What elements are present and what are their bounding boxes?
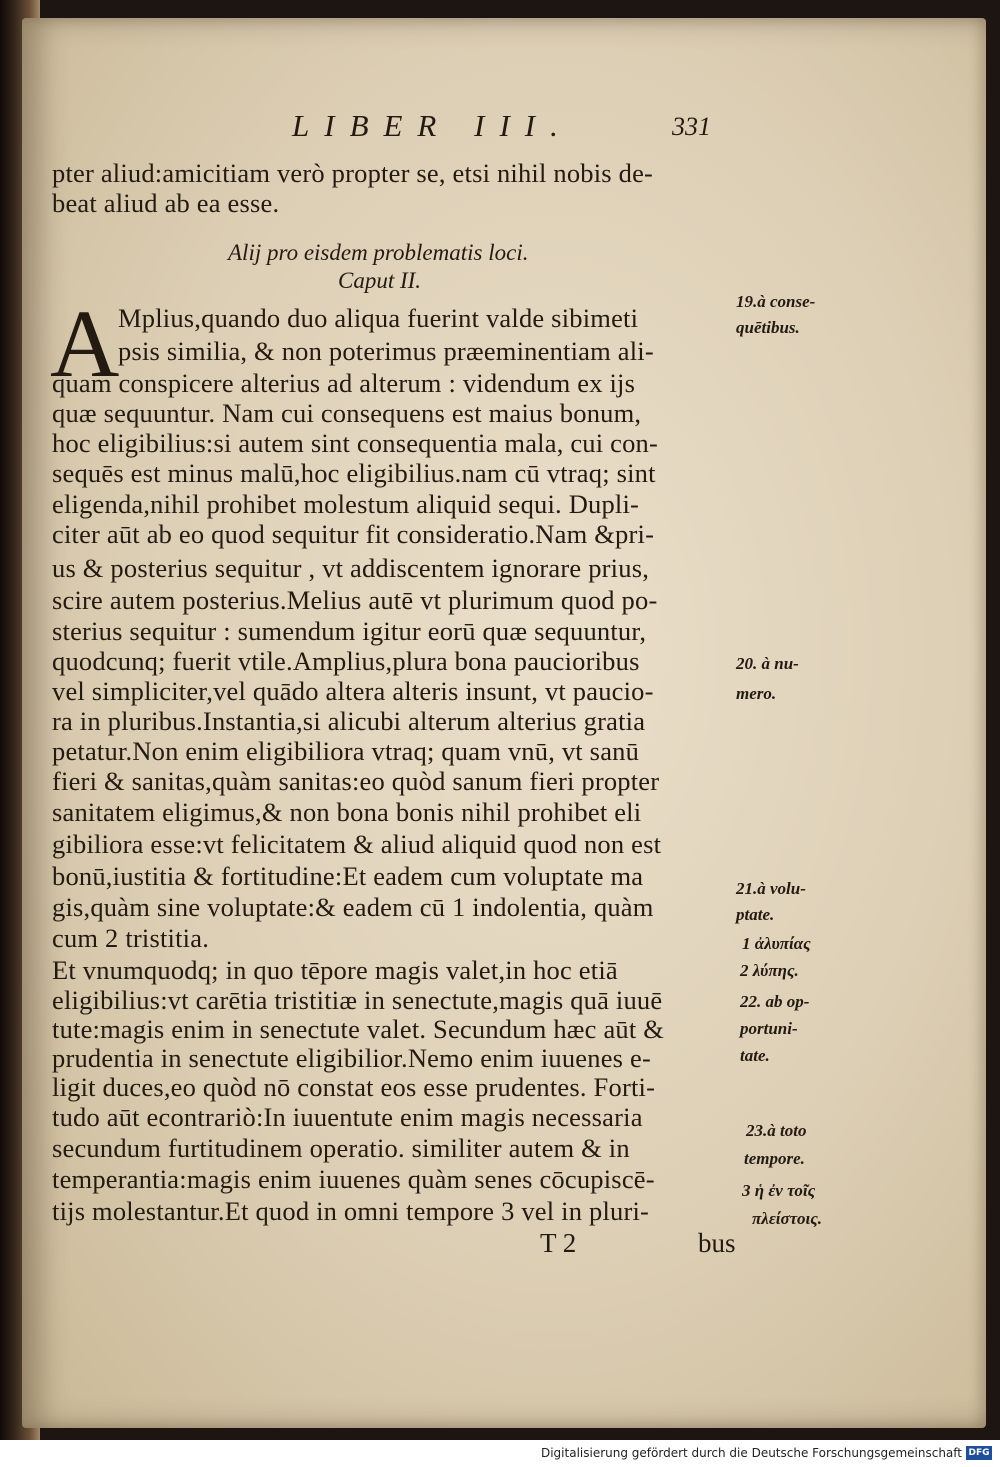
text-line: cum 2 tristitia. bbox=[52, 923, 210, 953]
text-line: Mplius,quando duo aliqua fuerint valde sibimeti bbox=[118, 303, 639, 333]
margin-note: 19.à conse- bbox=[736, 292, 816, 311]
text-line: quæ sequuntur. Nam cui consequens est maius bonum, bbox=[52, 398, 642, 428]
margin-note: 22. ab op- bbox=[740, 992, 810, 1011]
margin-note: 2 λύπης. bbox=[740, 961, 799, 980]
funding-credit: Digitalisierung gefördert durch die Deutsche Forschungsgemeinschaft bbox=[540, 1446, 962, 1460]
text-line: quam conspicere alterius ad alterum : videndum ex ijs bbox=[52, 368, 636, 398]
chapter-title: Alij pro eisdem problematis loci. bbox=[228, 240, 529, 265]
signature-mark: T 2 bbox=[540, 1228, 577, 1258]
dfg-logo: DFG bbox=[966, 1446, 992, 1460]
text-line: tijs molestantur.Et quod in omni tempore 3 vel in pluri- bbox=[52, 1196, 650, 1226]
text-line: eligenda,nihil prohibet molestum aliquid sequi. Dupli- bbox=[52, 489, 640, 519]
margin-note: 1 ἀλυπίας bbox=[742, 934, 811, 953]
text-line: sanitatem eligimus,& non bona bonis nihil prohibet eli bbox=[52, 797, 642, 827]
text-line: psis similia, & non poterimus præeminentiam ali- bbox=[118, 336, 654, 366]
text-line: fieri & sanitas,quàm sanitas:eo quòd sanum fieri propter bbox=[52, 766, 660, 796]
text-line: hoc eligibilius:si autem sint consequentia mala, cui con- bbox=[52, 428, 659, 458]
text-line: tute:magis enim in senectute valet. Secundum hæc aūt & bbox=[52, 1014, 665, 1044]
text-line: tudo aūt econtrariò:In iuuentute enim magis necessaria bbox=[52, 1102, 643, 1132]
text-line: bonū,iustitia & fortitudine:Et eadem cum voluptate ma bbox=[52, 861, 644, 891]
text-line: secundum furtitudinem operatio. similiter autem & in bbox=[52, 1133, 630, 1163]
margin-note: ptate. bbox=[736, 905, 775, 924]
margin-note: 21.à volu- bbox=[736, 879, 806, 898]
text-line: pter aliud:amicitiam verò propter se, etsi nihil nobis de- bbox=[52, 158, 654, 188]
text-line: ra in pluribus.Instantia,si alicubi alterum alterius gratia bbox=[52, 706, 646, 736]
margin-note: tempore. bbox=[744, 1149, 805, 1168]
text-line: beat aliud ab ea esse. bbox=[52, 188, 280, 218]
running-head: LIBER III. bbox=[292, 108, 573, 143]
folio-number: 331 bbox=[672, 112, 711, 141]
text-line: gis,quàm sine voluptate:& eadem cū 1 indolentia, quàm bbox=[52, 892, 654, 922]
text-line: us & posterius sequitur , vt addiscentem ignorare prius, bbox=[52, 553, 650, 583]
text-line: citer aūt ab eo quod sequitur fit consideratio.Nam &pri- bbox=[52, 519, 655, 549]
margin-note: πλείστοις. bbox=[752, 1209, 823, 1228]
text-line: petatur.Non enim eligibiliora vtraq; quam vnū, vt sanū bbox=[52, 736, 640, 766]
margin-note: quētibus. bbox=[736, 318, 800, 337]
text-line: eligibilius:vt carētia tristitiæ in senectute,magis quā iuuē bbox=[52, 985, 663, 1015]
chapter-number: Caput II. bbox=[338, 268, 422, 293]
text-line: sterius sequitur : sumendum igitur eorū quæ sequuntur, bbox=[52, 616, 647, 646]
text-line: sequēs est minus malū,hoc eligibilius.nam cū vtraq; sint bbox=[52, 458, 656, 488]
drop-cap: A bbox=[50, 290, 120, 397]
footer-bar bbox=[0, 1440, 1000, 1467]
catchword: bus bbox=[698, 1228, 736, 1258]
text-line: ligit duces,eo quòd nō constat eos esse prudentes. Forti- bbox=[52, 1072, 656, 1102]
margin-note: 20. à nu- bbox=[736, 654, 799, 673]
text-line: Et vnumquodq; in quo tēpore magis valet,in hoc etiā bbox=[52, 955, 618, 985]
margin-note: 23.à toto bbox=[746, 1121, 807, 1140]
margin-note: tate. bbox=[740, 1046, 770, 1065]
text-line: quodcunq; fuerit vtile.Amplius,plura bona paucioribus bbox=[52, 646, 640, 676]
text-line: temperantia:magis enim iuuenes quàm senes cōcupiscē- bbox=[52, 1164, 655, 1194]
text-line: gibiliora esse:vt felicitatem & aliud aliquid quod non est bbox=[52, 829, 662, 859]
margin-note: 3 ἡ ἐν τοῖς bbox=[742, 1181, 816, 1200]
text-line: vel simpliciter,vel quādo altera alteris insunt, vt paucio- bbox=[52, 676, 654, 706]
margin-note: mero. bbox=[736, 684, 777, 703]
text-line: prudentia in senectute eligibilior.Nemo enim iuuenes e- bbox=[52, 1043, 651, 1073]
text-line: scire autem posterius.Melius autē vt plurimum quod po- bbox=[52, 585, 658, 615]
margin-note: portuni- bbox=[740, 1019, 798, 1038]
